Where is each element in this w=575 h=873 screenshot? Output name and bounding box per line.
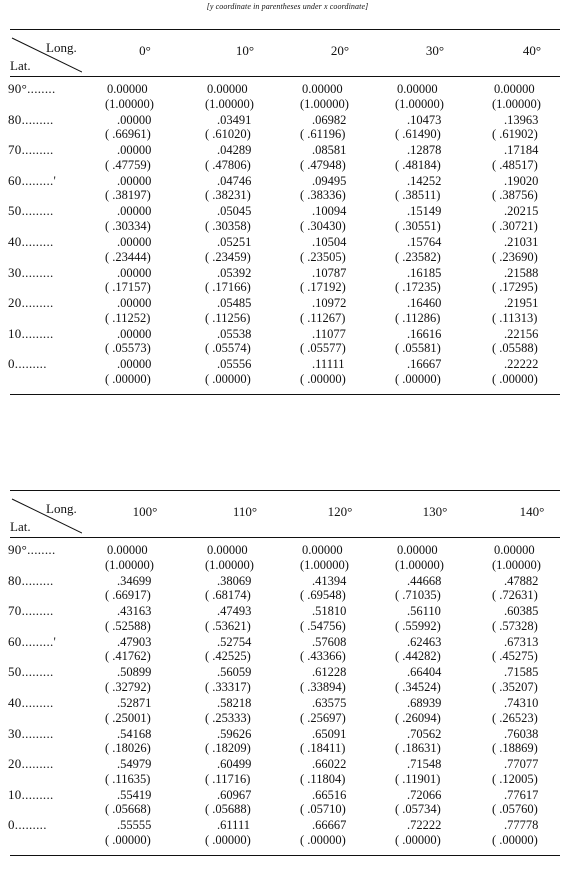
- x-coordinate-value: .59626: [217, 726, 252, 741]
- column-header-longitude: 140°: [519, 504, 545, 519]
- y-coordinate-value: ( .17166): [205, 280, 251, 295]
- x-coordinate-value: .11111: [312, 357, 345, 372]
- x-coordinate-value: .52871: [117, 696, 152, 710]
- x-coordinate-value: .60499: [217, 757, 252, 772]
- x-coordinate-value: .17184: [504, 143, 539, 158]
- x-coordinate-value: .55555: [117, 818, 152, 833]
- y-coordinate-value: ( .45275): [492, 649, 538, 664]
- y-coordinate-value: (1.00000): [395, 96, 444, 111]
- y-coordinate-value: (1.00000): [205, 96, 254, 111]
- x-coordinate-value: .77077: [504, 757, 539, 772]
- x-coordinate-value: .14252: [407, 173, 442, 188]
- row-label-latitude: 10.........: [8, 786, 54, 802]
- x-coordinate-value: .06982: [312, 112, 347, 127]
- table-top-rule: [10, 29, 560, 30]
- x-coordinate-value: .19020: [504, 173, 539, 188]
- column-header-longitude: 0°: [139, 43, 151, 58]
- x-coordinate-value: .71585: [504, 665, 539, 680]
- x-coordinate-value: 0.00000: [494, 82, 535, 96]
- y-coordinate-value: ( .47759): [105, 157, 151, 172]
- y-coordinate-value: ( .33317): [205, 679, 251, 694]
- y-coordinate-value: ( .18026): [105, 741, 151, 756]
- y-coordinate-value: ( .18869): [492, 741, 538, 756]
- x-coordinate-value: .00000: [117, 357, 152, 372]
- x-coordinate-value: 0.00000: [397, 82, 438, 96]
- x-coordinate-value: .00000: [117, 143, 152, 158]
- x-coordinate-value: .66022: [312, 757, 347, 772]
- row-label-latitude: 40.........: [8, 234, 54, 249]
- x-coordinate-value: .21031: [504, 235, 539, 249]
- row-label-latitude: 80.........: [8, 111, 54, 127]
- x-coordinate-value: .00000: [117, 326, 152, 341]
- x-coordinate-value: .05538: [217, 326, 252, 341]
- column-header-longitude: 30°: [425, 43, 445, 58]
- y-coordinate-value: ( .05668): [105, 802, 151, 817]
- x-coordinate-value: 0.00000: [397, 543, 438, 557]
- y-coordinate-value: ( .66917): [105, 588, 151, 603]
- y-coordinate-value: ( .38231): [205, 188, 251, 203]
- row-label-latitude: 40.........: [8, 695, 54, 710]
- x-coordinate-value: .54168: [117, 726, 152, 741]
- y-coordinate-value: ( .23582): [395, 249, 441, 264]
- x-coordinate-value: .51810: [312, 604, 347, 619]
- y-coordinate-value: ( .55992): [395, 618, 441, 633]
- row-label-latitude: 60.........': [8, 633, 57, 649]
- x-coordinate-value: .16616: [407, 326, 442, 341]
- x-coordinate-value: .55419: [117, 787, 152, 802]
- row-label-latitude: 50.........: [8, 203, 54, 219]
- stub-header: [10, 32, 82, 74]
- x-coordinate-value: .16460: [407, 296, 442, 311]
- x-coordinate-value: .10972: [312, 296, 347, 311]
- y-coordinate-value: ( .42525): [205, 649, 251, 664]
- y-coordinate-value: ( .11256): [205, 310, 251, 325]
- y-coordinate-value: ( .17192): [300, 280, 346, 295]
- x-coordinate-value: .10473: [407, 112, 442, 127]
- column-header-longitude: 10°: [235, 43, 255, 58]
- y-coordinate-value: ( .32792): [105, 679, 151, 694]
- y-coordinate-value: ( .11313): [492, 310, 538, 325]
- x-coordinate-value: .57608: [312, 634, 347, 649]
- y-coordinate-value: ( .23690): [492, 249, 538, 264]
- y-coordinate-value: ( .23444): [105, 249, 151, 264]
- x-coordinate-value: .38069: [217, 573, 252, 588]
- row-label-latitude: 80.........: [8, 572, 54, 588]
- x-coordinate-value: .77617: [504, 787, 539, 802]
- x-coordinate-value: .10504: [312, 235, 347, 249]
- y-coordinate-value: ( .23505): [300, 249, 346, 264]
- y-coordinate-value: ( .18209): [205, 741, 251, 756]
- y-coordinate-value: ( .11901): [395, 771, 441, 786]
- y-coordinate-value: ( .33894): [300, 679, 346, 694]
- x-coordinate-value: .47493: [217, 604, 252, 619]
- x-coordinate-value: .05045: [217, 204, 252, 219]
- row-label-latitude: 90°........: [8, 542, 56, 557]
- x-coordinate-value: .61111: [217, 818, 250, 833]
- y-coordinate-value: ( .26523): [492, 710, 538, 725]
- y-coordinate-value: ( .17157): [105, 280, 151, 295]
- x-coordinate-value: .72066: [407, 787, 442, 802]
- y-coordinate-value: ( .05577): [300, 341, 346, 356]
- table-caption: [y coordinate in parentheses under x coordinate]: [206, 2, 369, 11]
- row-label-latitude: 20.........: [8, 756, 54, 772]
- x-coordinate-value: .00000: [117, 296, 152, 311]
- x-coordinate-value: .12878: [407, 143, 442, 158]
- x-coordinate-value: 0.00000: [494, 543, 535, 557]
- y-coordinate-value: ( .00000): [205, 371, 251, 386]
- table-header-rule: [10, 537, 560, 538]
- y-coordinate-value: ( .41762): [105, 649, 151, 664]
- x-coordinate-value: .13963: [504, 112, 539, 127]
- x-coordinate-value: .08581: [312, 143, 347, 158]
- y-coordinate-value: (1.00000): [492, 557, 541, 572]
- y-coordinate-value: ( .18411): [300, 741, 346, 756]
- y-coordinate-value: ( .11804): [300, 771, 346, 786]
- x-coordinate-value: .10787: [312, 265, 347, 280]
- y-coordinate-value: ( .11252): [105, 310, 151, 325]
- row-label-latitude: 30.........: [8, 725, 54, 741]
- x-coordinate-value: .00000: [117, 173, 152, 188]
- y-coordinate-value: ( .61902): [492, 127, 538, 142]
- x-coordinate-value: .34699: [117, 573, 152, 588]
- y-coordinate-value: ( .54756): [300, 618, 346, 633]
- x-coordinate-value: .22156: [504, 326, 539, 341]
- y-coordinate-value: ( .00000): [105, 832, 151, 847]
- row-label-latitude: 60.........': [8, 172, 57, 188]
- y-coordinate-value: ( .05760): [492, 802, 538, 817]
- y-coordinate-value: ( .30721): [492, 218, 538, 233]
- y-coordinate-value: (1.00000): [105, 96, 154, 111]
- row-label-latitude: 70.........: [8, 603, 54, 619]
- y-coordinate-value: ( .11635): [105, 771, 151, 786]
- x-coordinate-value: .15149: [407, 204, 442, 219]
- x-coordinate-value: .50899: [117, 665, 152, 680]
- y-coordinate-value: ( .00000): [105, 371, 151, 386]
- y-coordinate-value: ( .68174): [205, 588, 251, 603]
- x-coordinate-value: .63575: [312, 696, 347, 710]
- column-header-longitude: 120°: [327, 504, 353, 519]
- x-coordinate-value: .16667: [407, 357, 442, 372]
- y-coordinate-value: ( .26094): [395, 710, 441, 725]
- x-coordinate-value: .44668: [407, 573, 442, 588]
- y-coordinate-value: ( .00000): [395, 371, 441, 386]
- x-coordinate-value: .22222: [504, 357, 539, 372]
- x-coordinate-value: .00000: [117, 204, 152, 219]
- y-coordinate-value: ( .00000): [300, 832, 346, 847]
- row-label-latitude: 0.........: [8, 356, 47, 372]
- column-header-longitude: 110°: [232, 504, 258, 519]
- column-header-longitude: 20°: [330, 43, 350, 58]
- x-coordinate-value: .66516: [312, 787, 347, 802]
- x-coordinate-value: .60967: [217, 787, 252, 802]
- x-coordinate-value: .00000: [117, 235, 152, 249]
- column-header-longitude: 100°: [132, 504, 158, 519]
- y-coordinate-value: ( .38197): [105, 188, 151, 203]
- stub-longitude-label: Long.: [46, 501, 77, 516]
- x-coordinate-value: .16185: [407, 265, 442, 280]
- y-coordinate-value: ( .23459): [205, 249, 251, 264]
- x-coordinate-value: .47903: [117, 634, 152, 649]
- row-label-latitude: 30.........: [8, 264, 54, 280]
- x-coordinate-value: .71548: [407, 757, 442, 772]
- y-coordinate-value: ( .25001): [105, 710, 151, 725]
- y-coordinate-value: ( .71035): [395, 588, 441, 603]
- x-coordinate-value: .70562: [407, 726, 442, 741]
- x-coordinate-value: .66667: [312, 818, 347, 833]
- stub-header: [10, 493, 82, 535]
- x-coordinate-value: .52754: [217, 634, 252, 649]
- y-coordinate-value: ( .38511): [395, 188, 441, 203]
- row-label-latitude: 10.........: [8, 325, 54, 341]
- x-coordinate-value: .20215: [504, 204, 539, 219]
- x-coordinate-value: .54979: [117, 757, 152, 772]
- y-coordinate-value: ( .35207): [492, 679, 538, 694]
- y-coordinate-value: ( .52588): [105, 618, 151, 633]
- row-label-latitude: 50.........: [8, 664, 54, 680]
- x-coordinate-value: .05485: [217, 296, 252, 311]
- y-coordinate-value: ( .48184): [395, 157, 441, 172]
- x-coordinate-value: .43163: [117, 604, 152, 619]
- y-coordinate-value: ( .17235): [395, 280, 441, 295]
- x-coordinate-value: 0.00000: [107, 543, 148, 557]
- x-coordinate-value: .77778: [504, 818, 539, 833]
- y-coordinate-value: ( .61490): [395, 127, 441, 142]
- x-coordinate-value: .56059: [217, 665, 252, 680]
- y-coordinate-value: ( .18631): [395, 741, 441, 756]
- y-coordinate-value: ( .05588): [492, 341, 538, 356]
- y-coordinate-value: ( .38336): [300, 188, 346, 203]
- x-coordinate-value: .09495: [312, 173, 347, 188]
- y-coordinate-value: ( .05710): [300, 802, 346, 817]
- x-coordinate-value: .04746: [217, 173, 252, 188]
- y-coordinate-value: (1.00000): [105, 557, 154, 572]
- y-coordinate-value: ( .25333): [205, 710, 251, 725]
- y-coordinate-value: ( .00000): [205, 832, 251, 847]
- x-coordinate-value: .03491: [217, 112, 252, 127]
- x-coordinate-value: .21588: [504, 265, 539, 280]
- x-coordinate-value: .72222: [407, 818, 442, 833]
- row-label-latitude: 0.........: [8, 817, 47, 833]
- y-coordinate-value: ( .11286): [395, 310, 441, 325]
- stub-latitude-label: Lat.: [10, 519, 31, 534]
- y-coordinate-value: ( .05573): [105, 341, 151, 356]
- y-coordinate-value: ( .48517): [492, 157, 538, 172]
- y-coordinate-value: ( .05688): [205, 802, 251, 817]
- y-coordinate-value: ( .11716): [205, 771, 251, 786]
- y-coordinate-value: ( .05734): [395, 802, 441, 817]
- column-header-longitude: 40°: [522, 43, 542, 58]
- y-coordinate-value: ( .30358): [205, 218, 251, 233]
- x-coordinate-value: .68939: [407, 696, 442, 710]
- x-coordinate-value: 0.00000: [207, 82, 248, 96]
- x-coordinate-value: .58218: [217, 696, 252, 710]
- x-coordinate-value: .15764: [407, 235, 442, 249]
- y-coordinate-value: ( .66961): [105, 127, 151, 142]
- x-coordinate-value: .05251: [217, 235, 252, 249]
- x-coordinate-value: .11077: [312, 326, 346, 341]
- y-coordinate-value: ( .00000): [492, 832, 538, 847]
- x-coordinate-value: .62463: [407, 634, 442, 649]
- x-coordinate-value: 0.00000: [107, 82, 148, 96]
- y-coordinate-value: ( .69548): [300, 588, 346, 603]
- y-coordinate-value: ( .47948): [300, 157, 346, 172]
- table-bottom-rule: [10, 855, 560, 856]
- table-bottom-rule: [10, 394, 560, 395]
- stub-longitude-label: Long.: [46, 40, 77, 55]
- x-coordinate-value: .05392: [217, 265, 252, 280]
- y-coordinate-value: ( .11267): [300, 310, 346, 325]
- x-coordinate-value: .05556: [217, 357, 252, 372]
- y-coordinate-value: ( .00000): [492, 371, 538, 386]
- y-coordinate-value: ( .30551): [395, 218, 441, 233]
- y-coordinate-value: ( .17295): [492, 280, 538, 295]
- x-coordinate-value: .56110: [407, 604, 441, 619]
- x-coordinate-value: .04289: [217, 143, 252, 158]
- y-coordinate-value: ( .30334): [105, 218, 151, 233]
- y-coordinate-value: (1.00000): [300, 96, 349, 111]
- y-coordinate-value: ( .61196): [300, 127, 346, 142]
- x-coordinate-value: .65091: [312, 726, 347, 741]
- x-coordinate-value: .47882: [504, 573, 539, 588]
- row-label-latitude: 70.........: [8, 142, 54, 158]
- y-coordinate-value: ( .47806): [205, 157, 251, 172]
- x-coordinate-value: .21951: [504, 296, 539, 311]
- table-top-rule: [10, 490, 560, 491]
- y-coordinate-value: ( .05574): [205, 341, 251, 356]
- stub-latitude-label: Lat.: [10, 58, 31, 73]
- row-label-latitude: 90°........: [8, 81, 56, 96]
- x-coordinate-value: .76038: [504, 726, 539, 741]
- x-coordinate-value: 0.00000: [302, 82, 343, 96]
- y-coordinate-value: (1.00000): [205, 557, 254, 572]
- y-coordinate-value: ( .05581): [395, 341, 441, 356]
- y-coordinate-value: ( .00000): [395, 832, 441, 847]
- row-label-latitude: 20.........: [8, 295, 54, 311]
- y-coordinate-value: ( .43366): [300, 649, 346, 664]
- y-coordinate-value: ( .30430): [300, 218, 346, 233]
- y-coordinate-value: ( .44282): [395, 649, 441, 664]
- y-coordinate-value: ( .34524): [395, 679, 441, 694]
- x-coordinate-value: .00000: [117, 112, 152, 127]
- x-coordinate-value: .74310: [504, 696, 539, 710]
- y-coordinate-value: ( .38756): [492, 188, 538, 203]
- x-coordinate-value: 0.00000: [302, 543, 343, 557]
- x-coordinate-value: 0.00000: [207, 543, 248, 557]
- y-coordinate-value: (1.00000): [492, 96, 541, 111]
- table-header-rule: [10, 76, 560, 77]
- y-coordinate-value: ( .53621): [205, 618, 251, 633]
- y-coordinate-value: ( .00000): [300, 371, 346, 386]
- y-coordinate-value: ( .72631): [492, 588, 538, 603]
- x-coordinate-value: .00000: [117, 265, 152, 280]
- y-coordinate-value: ( .61020): [205, 127, 251, 142]
- x-coordinate-value: .60385: [504, 604, 539, 619]
- y-coordinate-value: (1.00000): [395, 557, 444, 572]
- x-coordinate-value: .61228: [312, 665, 347, 680]
- x-coordinate-value: .66404: [407, 665, 442, 680]
- x-coordinate-value: .10094: [312, 204, 347, 219]
- x-coordinate-value: .67313: [504, 634, 539, 649]
- y-coordinate-value: ( .57328): [492, 618, 538, 633]
- x-coordinate-value: .41394: [312, 573, 347, 588]
- y-coordinate-value: ( .25697): [300, 710, 346, 725]
- y-coordinate-value: (1.00000): [300, 557, 349, 572]
- column-header-longitude: 130°: [422, 504, 448, 519]
- y-coordinate-value: ( .12005): [492, 771, 538, 786]
